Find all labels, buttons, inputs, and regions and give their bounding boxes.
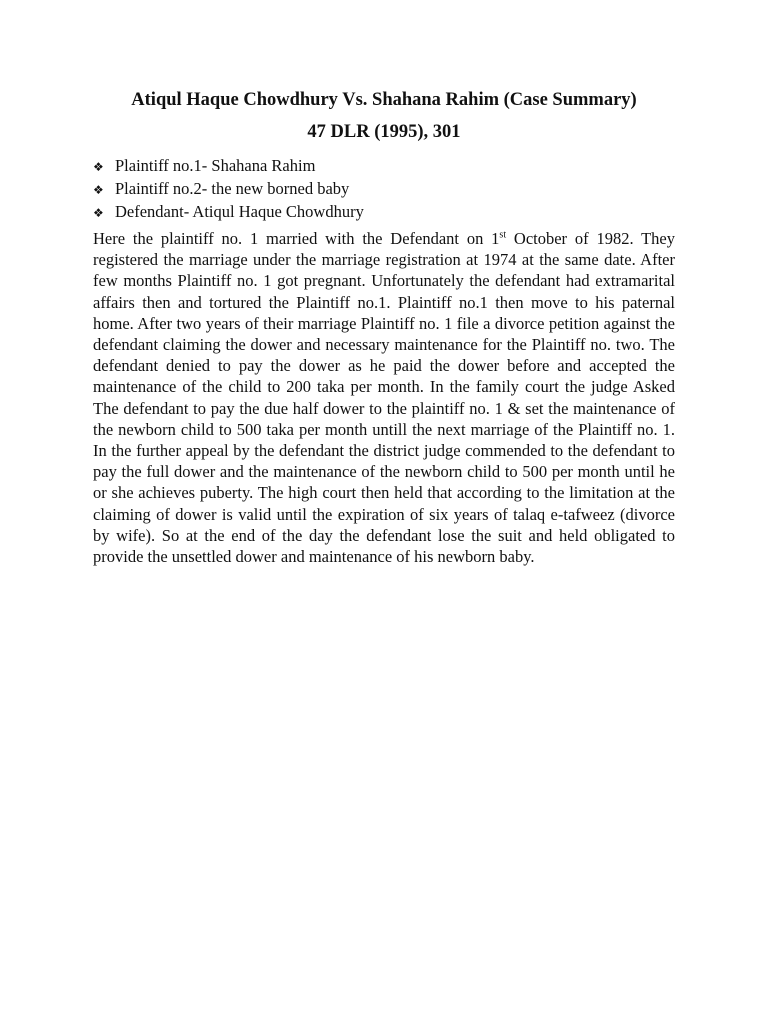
party-item <box>93 155 364 178</box>
diamond-bullet-icon: ❖ <box>93 183 104 197</box>
summary-text-part-1: Here the plaintiff no. 1 married with the Defendant on 1 <box>93 229 500 248</box>
diamond-bullet-icon: ❖ <box>93 206 104 220</box>
document-title: Atiqul Haque Chowdhury Vs. Shahana Rahim (Case Summary) <box>131 90 637 110</box>
diamond-bullet-icon: ❖ <box>93 160 104 174</box>
party-item <box>93 201 364 224</box>
summary-text-part-2: October of 1982. They registered the marriage under the marriage registration at 1974 at the same date. After few months Plaintiff no. 1 got pregnant. Unfortunately the defendant had extramarital affairs then and tortured the Plaintiff no.1. Plaintiff no.1 then move to his paternal home. After two years of their marriage Plaintiff no. 1 file a divorce petition against the defendant claiming the dower and necessary maintenance for the Plaintiff no. two. The defendant denied to pay the dower as he paid the dower before and accepted the maintenance of the child to 200 taka per month. In the family court the judge Asked The defendant to pay the due half dower to the plaintiff no. 1 & set the maintenance of the newborn child to 500 taka per month untill the next marriage of the Plaintiff no. 1. In the further appeal by the defendant the district judge commended to the defendant to pay the full dower and the maintenance of the newborn child to 500 per month until he or she achieves puberty. The high court then held that according to the limitation at the claiming of dower is valid until the expiration of six years of talaq e-tafweez (divorce by wife). So at the end of the day the defendant lose the suit and held obligated to provide the unsettled dower and maintenance of his newborn baby. <box>93 229 675 567</box>
party-text: Plaintiff no.2- the new borned baby <box>115 179 350 198</box>
party-list <box>93 155 364 224</box>
ordinal-superscript: st <box>499 229 507 241</box>
party-text: Plaintiff no.1- Shahana Rahim <box>115 156 316 175</box>
case-citation: 47 DLR (1995), 301 <box>307 122 461 142</box>
party-text: Defendant- Atiqul Haque Chowdhury <box>115 202 364 221</box>
case-summary-paragraph <box>93 228 675 567</box>
party-item <box>93 178 364 201</box>
